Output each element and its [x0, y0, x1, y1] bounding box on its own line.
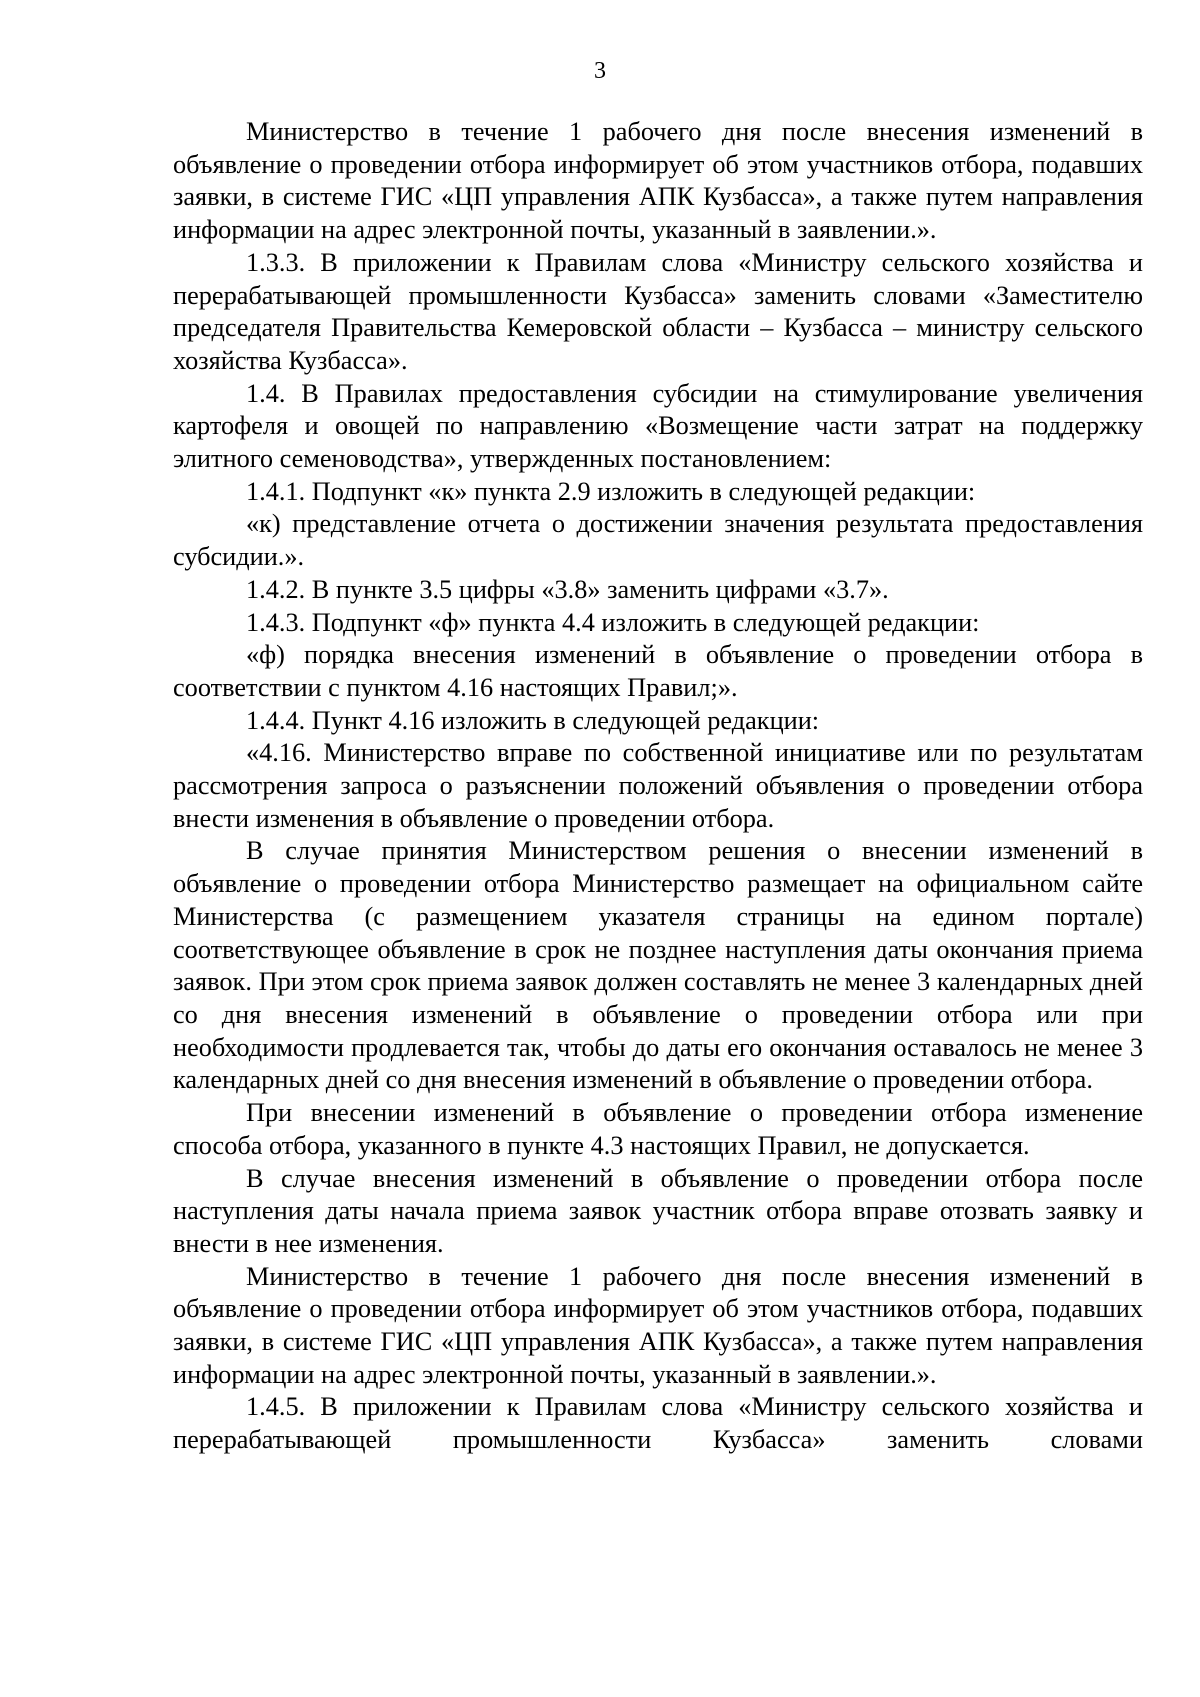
document-body [173, 116, 1143, 1457]
paragraph: 1.4. В Правилах предоставления субсидии на стимулирование увеличения картофеля и овощей по направлению «Возмещение части затрат на поддержку элитного семеноводства», утвержденных постановлением: [173, 378, 1143, 474]
paragraph: В случае принятия Министерством решения о внесении изменений в объявление о проведении отбора Министерство размещает на официальном сайте Министерства (с размещением указателя страницы на едином портале) соответствующее объявление в срок не позднее наступления даты окончания приема заявок. При этом срок приема заявок должен составлять не менее 3 календарных дней со дня внесения изменений в объявление о проведении отбора или при необходимости продлевается так, чтобы до даты его окончания оставалось не менее 3 календарных дней со дня внесения изменений в объявление о проведении отбора. [173, 836, 1143, 1095]
paragraph: Министерство в течение 1 рабочего дня после внесения изменений в объявление о проведении отбора информирует об этом участников отбора, подавших заявки, в системе ГИС «ЦП управления АПК Кузбасса», а также путем направления информации на адрес электронной почты, указанный в заявлении.». [173, 1261, 1143, 1389]
paragraph: В случае внесения изменений в объявление о проведении отбора после наступления даты начала приема заявок участник отбора вправе отозвать заявку и внести в нее изменения. [173, 1163, 1143, 1258]
paragraph: Министерство в течение 1 рабочего дня после внесения изменений в объявление о проведении отбора информирует об этом участников отбора, подавших заявки, в системе ГИС «ЦП управления АПК Кузбасса», а также путем направления информации на адрес электронной почты, указанный в заявлении.». [173, 117, 1143, 245]
paragraph: 1.4.5. В приложении к Правилам слова «Министру сельского хозяйства и перерабатывающей промышленности Кузбасса» заменить словами [173, 1392, 1143, 1455]
paragraph: «ф) порядка внесения изменений в объявление о проведении отбора в соответствии с пунктом 4.16 настоящих Правил;». [173, 640, 1143, 702]
paragraph: 1.4.4. Пункт 4.16 изложить в следующей редакции: [246, 705, 820, 735]
paragraph: При внесении изменений в объявление о проведении отбора изменение способа отбора, указанного в пункте 4.3 настоящих Правил, не допускается. [173, 1098, 1143, 1160]
paragraph: 1.4.1. Подпункт «к» пункта 2.9 изложить в следующей редакции: [246, 476, 976, 506]
paragraph: «к) представление отчета о достижении значения результата предоставления субсидии.». [173, 509, 1143, 572]
page-number: 3 [594, 58, 606, 84]
paragraph: «4.16. Министерство вправе по собственной инициативе или по результатам рассмотрения запроса о разъяснении положений объявления о проведении отбора внести изменения в объявление о проведении отбора. [173, 738, 1143, 833]
paragraph: 1.4.3. Подпункт «ф» пункта 4.4 изложить в следующей редакции: [246, 607, 980, 637]
paragraph: 1.3.3. В приложении к Правилам слова «Министру сельского хозяйства и перерабатывающей промышленности Кузбасса» заменить словами «Заместителю председателя Правительства Кемеровской области – Кузбасса – министру сельского хозяйства Кузбасса». [173, 247, 1143, 375]
paragraph: 1.4.2. В пункте 3.5 цифры «3.8» заменить цифрами «3.7». [246, 574, 889, 604]
